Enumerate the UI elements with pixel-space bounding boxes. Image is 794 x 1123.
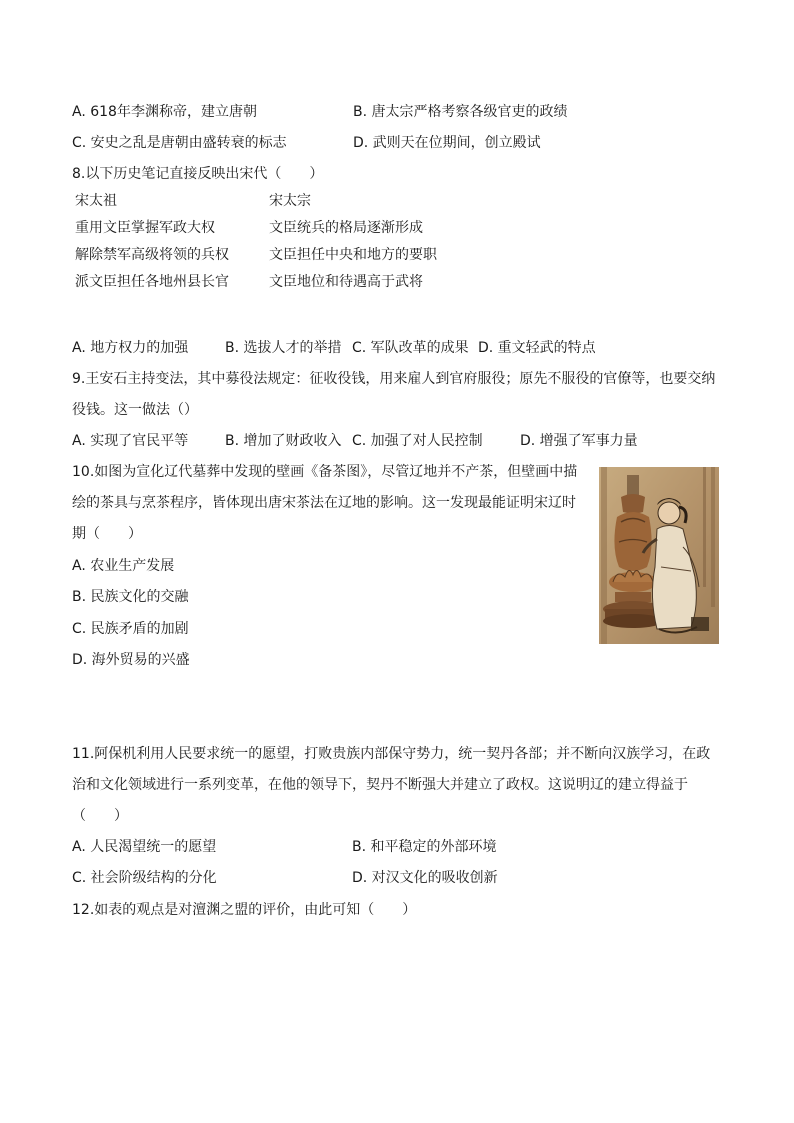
q9-option-a[interactable]: A. 实现了官民平等 (72, 433, 189, 449)
q8-option-b[interactable]: B. 选拔人才的举措 (225, 340, 342, 356)
q9-option-d[interactable]: D. 增强了军事力量 (520, 433, 638, 449)
mural-painting-svg (599, 467, 719, 644)
q10-option-c[interactable]: C. 民族矛盾的加剧 (72, 621, 189, 637)
q8-option-c[interactable]: C. 军队改革的成果 (352, 340, 469, 356)
q9-stem-line2: 役钱。这一做法（） (72, 402, 198, 418)
q7-option-b[interactable]: B. 唐太宗严格考察各级官吏的政绩 (353, 104, 568, 120)
q11-option-d[interactable]: D. 对汉文化的吸收创新 (352, 870, 498, 886)
q8-table-cell: 文臣统兵的格局逐渐形成 (269, 220, 423, 236)
q10-stem-line2: 绘的茶具与烹茶程序，皆体现出唐宋茶法在辽地的影响。这一发现最能证明宋辽时 (72, 495, 576, 511)
q10-option-d[interactable]: D. 海外贸易的兴盛 (72, 652, 190, 668)
q9-stem-line1: 9.王安石主持变法，其中募役法规定：征收役钱，用来雇人到官府服役；原先不服役的官僚等，也要交纳 (72, 371, 716, 387)
q9-option-c[interactable]: C. 加强了对人民控制 (352, 433, 483, 449)
q12-stem: 12.如表的观点是对澶渊之盟的评价，由此可知（ ） (72, 902, 417, 918)
q7-option-d[interactable]: D. 武则天在位期间，创立殿试 (353, 135, 541, 151)
q10-stem-line3: 期（ ） (72, 526, 142, 542)
mural-painting-image (599, 467, 719, 644)
q10-option-b[interactable]: B. 民族文化的交融 (72, 589, 189, 605)
q9-option-b[interactable]: B. 增加了财政收入 (225, 433, 342, 449)
q8-table-cell: 文臣地位和待遇高于武将 (269, 274, 423, 290)
q8-table-cell: 文臣担任中央和地方的要职 (269, 247, 437, 263)
q11-option-b[interactable]: B. 和平稳定的外部环境 (352, 839, 497, 855)
q8-option-a[interactable]: A. 地方权力的加强 (72, 340, 189, 356)
q8-option-d[interactable]: D. 重文轻武的特点 (478, 340, 596, 356)
q11-stem-line3: （ ） (72, 808, 128, 824)
q8-table-header-1: 宋太祖 (75, 193, 117, 209)
q11-option-c[interactable]: C. 社会阶级结构的分化 (72, 870, 217, 886)
q11-stem-line2: 治和文化领域进行一系列变革，在他的领导下，契丹不断强大并建立了政权。这说明辽的建立得益于 (72, 777, 688, 793)
q10-stem-line1: 10.如图为宣化辽代墓葬中发现的壁画《备茶图》，尽管辽地并不产茶，但壁画中描 (72, 464, 578, 480)
q8-table-cell: 重用文臣掌握军政大权 (75, 220, 215, 236)
q8-table-cell: 派文臣担任各地州县长官 (75, 274, 229, 290)
q11-option-a[interactable]: A. 人民渴望统一的愿望 (72, 839, 217, 855)
q8-stem: 8.以下历史笔记直接反映出宋代（ ） (72, 166, 324, 182)
q8-table-header-2: 宋太宗 (269, 193, 311, 209)
q10-option-a[interactable]: A. 农业生产发展 (72, 558, 175, 574)
q11-stem-line1: 11.阿保机利用人民要求统一的愿望，打败贵族内部保守势力，统一契丹各部；并不断向汉族学习，在政 (72, 746, 711, 762)
q7-option-c[interactable]: C. 安史之乱是唐朝由盛转衰的标志 (72, 135, 287, 151)
q7-option-a[interactable]: A. 618年李渊称帝，建立唐朝 (72, 104, 257, 120)
q8-table-cell: 解除禁军高级将领的兵权 (75, 247, 229, 263)
